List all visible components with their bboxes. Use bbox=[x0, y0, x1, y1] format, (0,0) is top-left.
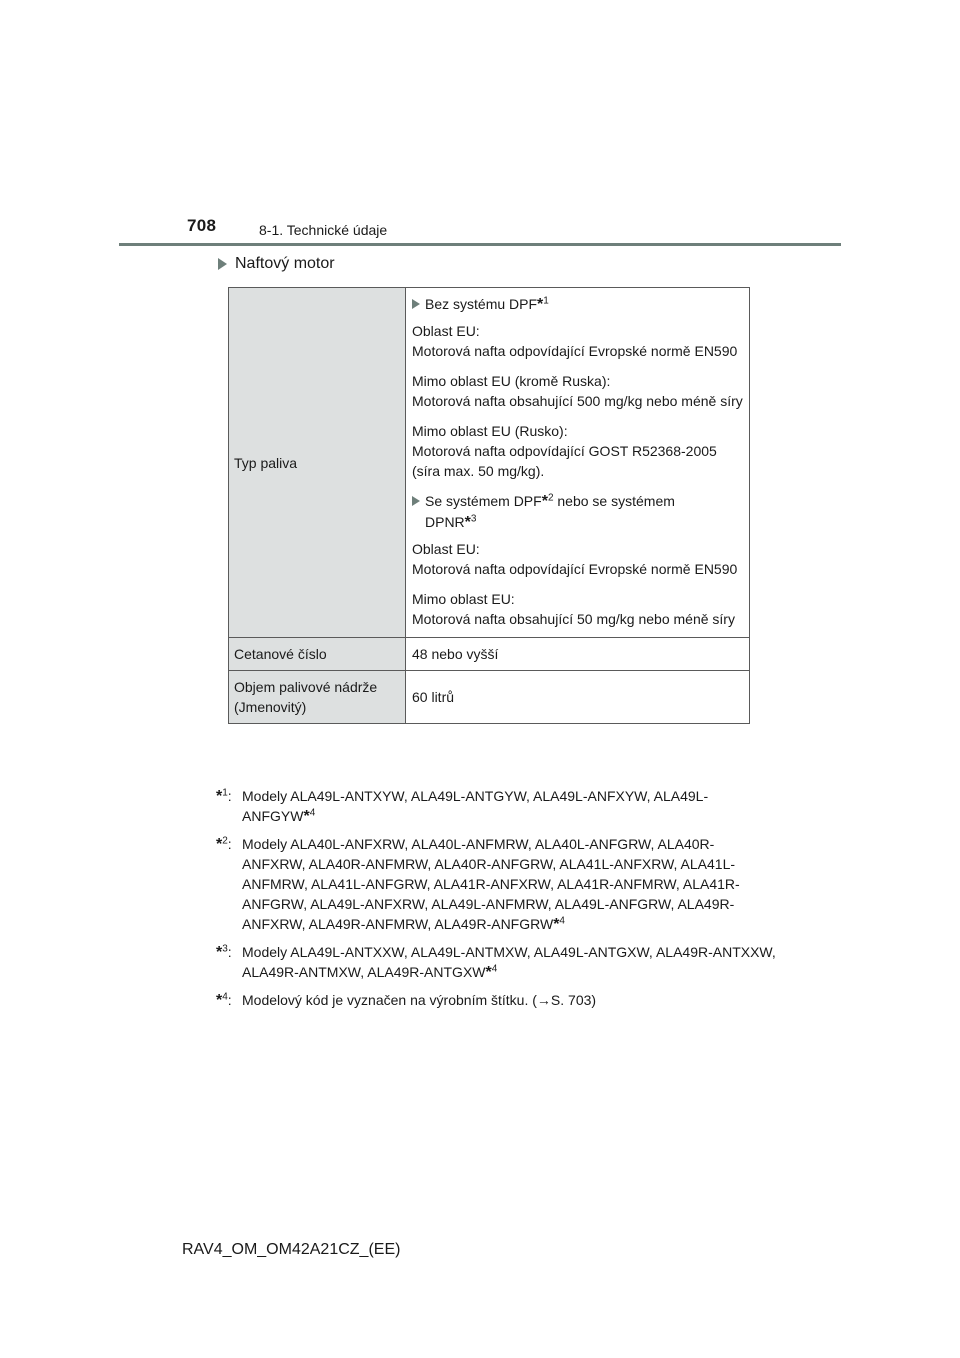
fuel-paragraph: Oblast EU: Motorová nafta odpovídající Evropské normě EN590 bbox=[412, 541, 738, 577]
footnote-body: Modely ALA40L-ANFXRW, ALA40L-ANFMRW, ALA40L-ANFGRW, ALA40R-ANFXRW, ALA40R-ANFMRW, ALA40R-ANFGRW, ALA41L-ANFXRW, ALA41L-ANFMRW, ALA41L-ANFGRW, ALA41R-ANFXRW, ALA41R-ANFMRW, ALA41R-ANFGRW, ALA49L-ANFXRW, ALA49L-ANFMRW, ALA49L-ANFGRW, ALA49R-ANFXRW, ALA49R-ANFMRW, ALA49R-ANFGRW bbox=[242, 836, 740, 932]
fuel-group-title-line2: DPNR bbox=[425, 514, 465, 530]
fuel-groups bbox=[412, 294, 744, 629]
footnote-ref-star: * bbox=[464, 514, 471, 531]
footnote-ref: 1 bbox=[543, 295, 549, 307]
footnote-ref-star: * bbox=[541, 493, 548, 510]
footnote-ref-star: * bbox=[303, 808, 310, 825]
table-row-tank bbox=[229, 671, 750, 724]
triangle-bullet-icon bbox=[412, 496, 420, 506]
table-row-cetane bbox=[229, 638, 750, 671]
fuel-paragraph: Mimo oblast EU (kromě Ruska): Motorová nafta obsahující 500 mg/kg nebo méně síry bbox=[412, 373, 743, 409]
footnote-ref: 2 bbox=[547, 492, 554, 504]
footnote-number: 4 bbox=[222, 991, 228, 1003]
footnote-ref: 4 bbox=[491, 963, 498, 975]
fuel-group-title-label: Bez systému DPF bbox=[425, 296, 538, 312]
footnote-mark: *$^4$: bbox=[216, 991, 232, 1009]
section-heading-text: Naftový motor bbox=[235, 255, 335, 272]
footnote-body: Modely ALA49L-ANTXXW, ALA49L-ANTMXW, ALA49L-ANTGXW, ALA49R-ANTXXW, ALA49R-ANTMXW, ALA49R-ANTGXW bbox=[242, 944, 776, 980]
footnote-body: Modely ALA49L-ANTXYW, ALA49L-ANTGYW, ALA49L-ANFXYW, ALA49L-ANFGYW bbox=[242, 788, 709, 824]
tank-label: Objem palivové nádrže (Jmenovitý) bbox=[229, 671, 406, 724]
footnote-mark: *$^1$: bbox=[216, 787, 232, 805]
footnotes bbox=[216, 786, 776, 1018]
fuel-group-title bbox=[412, 491, 744, 533]
cetane-value: 48 nebo vyšší bbox=[406, 638, 750, 671]
footnote-text bbox=[242, 834, 776, 935]
section-title: 8-1. Technické údaje bbox=[259, 222, 388, 238]
fuel-paragraph: Mimo oblast EU: Motorová nafta obsahující 50 mg/kg nebo méně síry bbox=[412, 591, 735, 627]
fuel-type-value bbox=[406, 288, 750, 638]
table-row-fuel-type bbox=[229, 288, 750, 638]
footnote-mark: *$^3$: bbox=[216, 943, 232, 961]
triangle-bullet-icon bbox=[218, 258, 227, 270]
footnote-item bbox=[216, 834, 776, 935]
footnote-number-star: * bbox=[216, 836, 223, 853]
footnote-mark: *$^2$: bbox=[216, 835, 232, 853]
footnote-number-star: * bbox=[216, 992, 223, 1009]
cetane-label: Cetanové číslo bbox=[229, 638, 406, 671]
footnote-text bbox=[242, 990, 776, 1011]
footnote-number: 3 bbox=[222, 943, 228, 955]
footnote-ref: 4 bbox=[559, 915, 565, 927]
fuel-group-title-suffix: nebo se systémem bbox=[553, 493, 675, 509]
footnote-number: 2 bbox=[222, 835, 228, 847]
fuel-paragraph: Oblast EU: Motorová nafta odpovídající Evropské normě EN590 bbox=[412, 323, 738, 359]
header-rule bbox=[119, 243, 841, 246]
fuel-type-label: Typ paliva bbox=[229, 288, 406, 638]
footnote-ref: 3 bbox=[470, 513, 477, 525]
footnote-text bbox=[242, 786, 776, 827]
fuel-group-title-text bbox=[425, 294, 549, 315]
footnote-ref-star: * bbox=[553, 916, 560, 933]
footnote-item bbox=[216, 990, 776, 1011]
spec-table bbox=[228, 287, 750, 724]
section-heading bbox=[218, 255, 335, 273]
footnote-number: 1 bbox=[222, 787, 228, 799]
triangle-bullet-icon bbox=[412, 299, 420, 309]
footnote-body: Modelový kód je vyznačen na výrobním štítku. (→S. 703) bbox=[242, 992, 597, 1008]
footnote-item bbox=[216, 942, 776, 983]
footnote-ref-star: * bbox=[537, 296, 544, 313]
page-number: 708 bbox=[187, 216, 217, 235]
fuel-group-title-text bbox=[425, 491, 675, 533]
footnote-number-star: * bbox=[216, 944, 223, 961]
footnote-item bbox=[216, 786, 776, 827]
document-code: RAV4_OM_OM42A21CZ_(EE) bbox=[182, 1241, 401, 1258]
fuel-paragraph: Mimo oblast EU (Rusko): Motorová nafta odpovídající GOST R52368-2005 (síra max. 50 mg/kg). bbox=[412, 423, 717, 479]
fuel-group-title-label: Se systémem DPF bbox=[425, 493, 542, 509]
footnote-ref-star: * bbox=[485, 964, 492, 981]
fuel-group-title bbox=[412, 294, 744, 315]
footnote-number-star: * bbox=[216, 788, 223, 805]
tank-value: 60 litrů bbox=[406, 671, 750, 724]
footnote-text bbox=[242, 942, 776, 983]
footnote-ref: 4 bbox=[309, 807, 316, 819]
